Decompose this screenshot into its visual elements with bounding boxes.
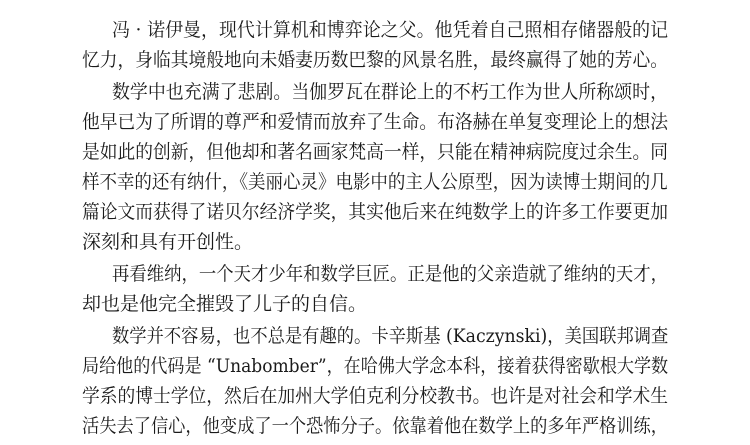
text-line: 数学中也充满了悲剧。当伽罗瓦在群论上的不朽工作为世人所称颂时，	[112, 81, 669, 103]
text-line: 他早已为了所谓的尊严和爱情而放弃了生命。布洛赫在单复变理论上的想法	[82, 111, 669, 133]
text-line: 是如此的创新，但他却和著名画家梵高一样，只能在精神病院度过余生。同	[82, 141, 669, 163]
text-line: 再看维纳，一个天才少年和数学巨匠。正是他的父亲造就了维纳的天才，	[112, 263, 669, 285]
text-line: 数学并不容易，也不总是有趣的。卡辛斯基 (Kaczynski)，美国联邦调查	[112, 325, 669, 347]
text-line: 却也是他完全摧毁了儿子的自信。	[82, 293, 368, 315]
text-line: 篇论文而获得了诺贝尔经济学奖，其实他后来在纯数学上的许多工作要更加	[82, 201, 669, 223]
text-line: 冯 · 诺伊曼，现代计算机和博弈论之父。他凭着自己照相存储器般的记	[112, 19, 669, 41]
text-line: 深刻和具有开创性。	[82, 231, 254, 253]
text-line: 忆力，身临其境般地向未婚妻历数巴黎的风景名胜，最终赢得了她的芳心。	[82, 49, 669, 71]
text-line: 学系的博士学位，然后在加州大学伯克利分校教书。也许是对社会和学术生	[82, 385, 669, 407]
text-line: 局给他的代码是 “Unabomber”，在哈佛大学念本科，接着获得密歇根大学数	[82, 355, 669, 377]
text-line: 样不幸的还有纳什，《美丽心灵》电影中的主人公原型，因为读博士期间的几	[82, 171, 668, 193]
text-line: 活失去了信心，他变成了一个恐怖分子。依靠着他在数学上的多年严格训练，	[82, 415, 669, 437]
